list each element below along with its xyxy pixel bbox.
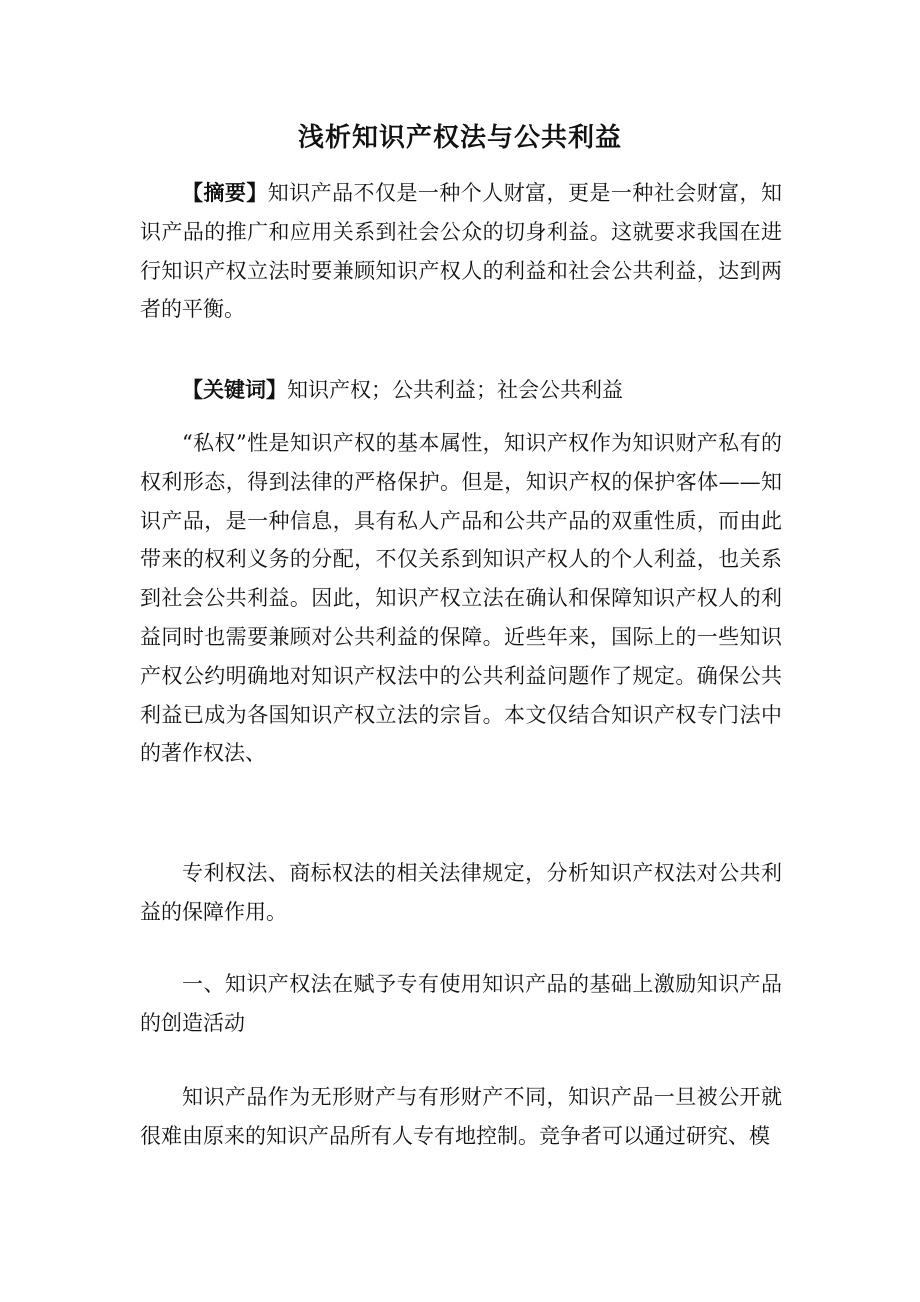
body-paragraph: 知识产品作为无形财产与有形财产不同，知识产品一旦被公开就很难由原来的知识产品所有人专有地控制。竞争者可以通过研究、模 [140, 1085, 782, 1148]
keywords-label: 【关键词】 [182, 377, 287, 402]
abstract-text: 知识产品不仅是一种个人财富，更是一种社会财富，知识产品的推广和应用关系到社会公众的切身利益。这就要求我国在进行知识产权立法时要兼顾知识产权人的利益和社会公共利益，达到两者的平衡。 [140, 181, 783, 322]
keywords-text: 知识产权；公共利益；社会公共利益 [287, 378, 623, 402]
body-paragraph: 专利权法、商标权法的相关法律规定，分析知识产权法对公共利益的保障作用。 [140, 861, 782, 924]
section-heading: 一、知识产权法在赋予专有使用知识产品的基础上激励知识产品的创造活动 [140, 972, 782, 1035]
abstract-paragraph [140, 174, 782, 329]
body-paragraph: “私权”性是知识产权的基本属性，知识产权作为知识财产私有的权利形态，得到法律的严格保护。但是，知识产权的保护客体——知识产品，是一种信息，具有私人产品和公共产品的双重性质，而由此带来的权利义务的分配，不仅关系到知识产权人的个人利益，也关系到社会公共利益。因此，知识产权立法在确认和保障知识产权人的利益同时也需要兼顾对公共利益的保障。近些年来，国际上的一些知识产权公约明确地对知识产权法中的公共利益问题作了规定。确保公共利益已成为各国知识产权立法的宗旨。本文仅结合知识产权专门法中的著作权法、 [140, 431, 782, 766]
document-title: 浅析知识产权法与公共利益 [297, 123, 622, 153]
abstract-label: 【摘要】 [182, 180, 268, 205]
keywords-paragraph [140, 371, 782, 410]
